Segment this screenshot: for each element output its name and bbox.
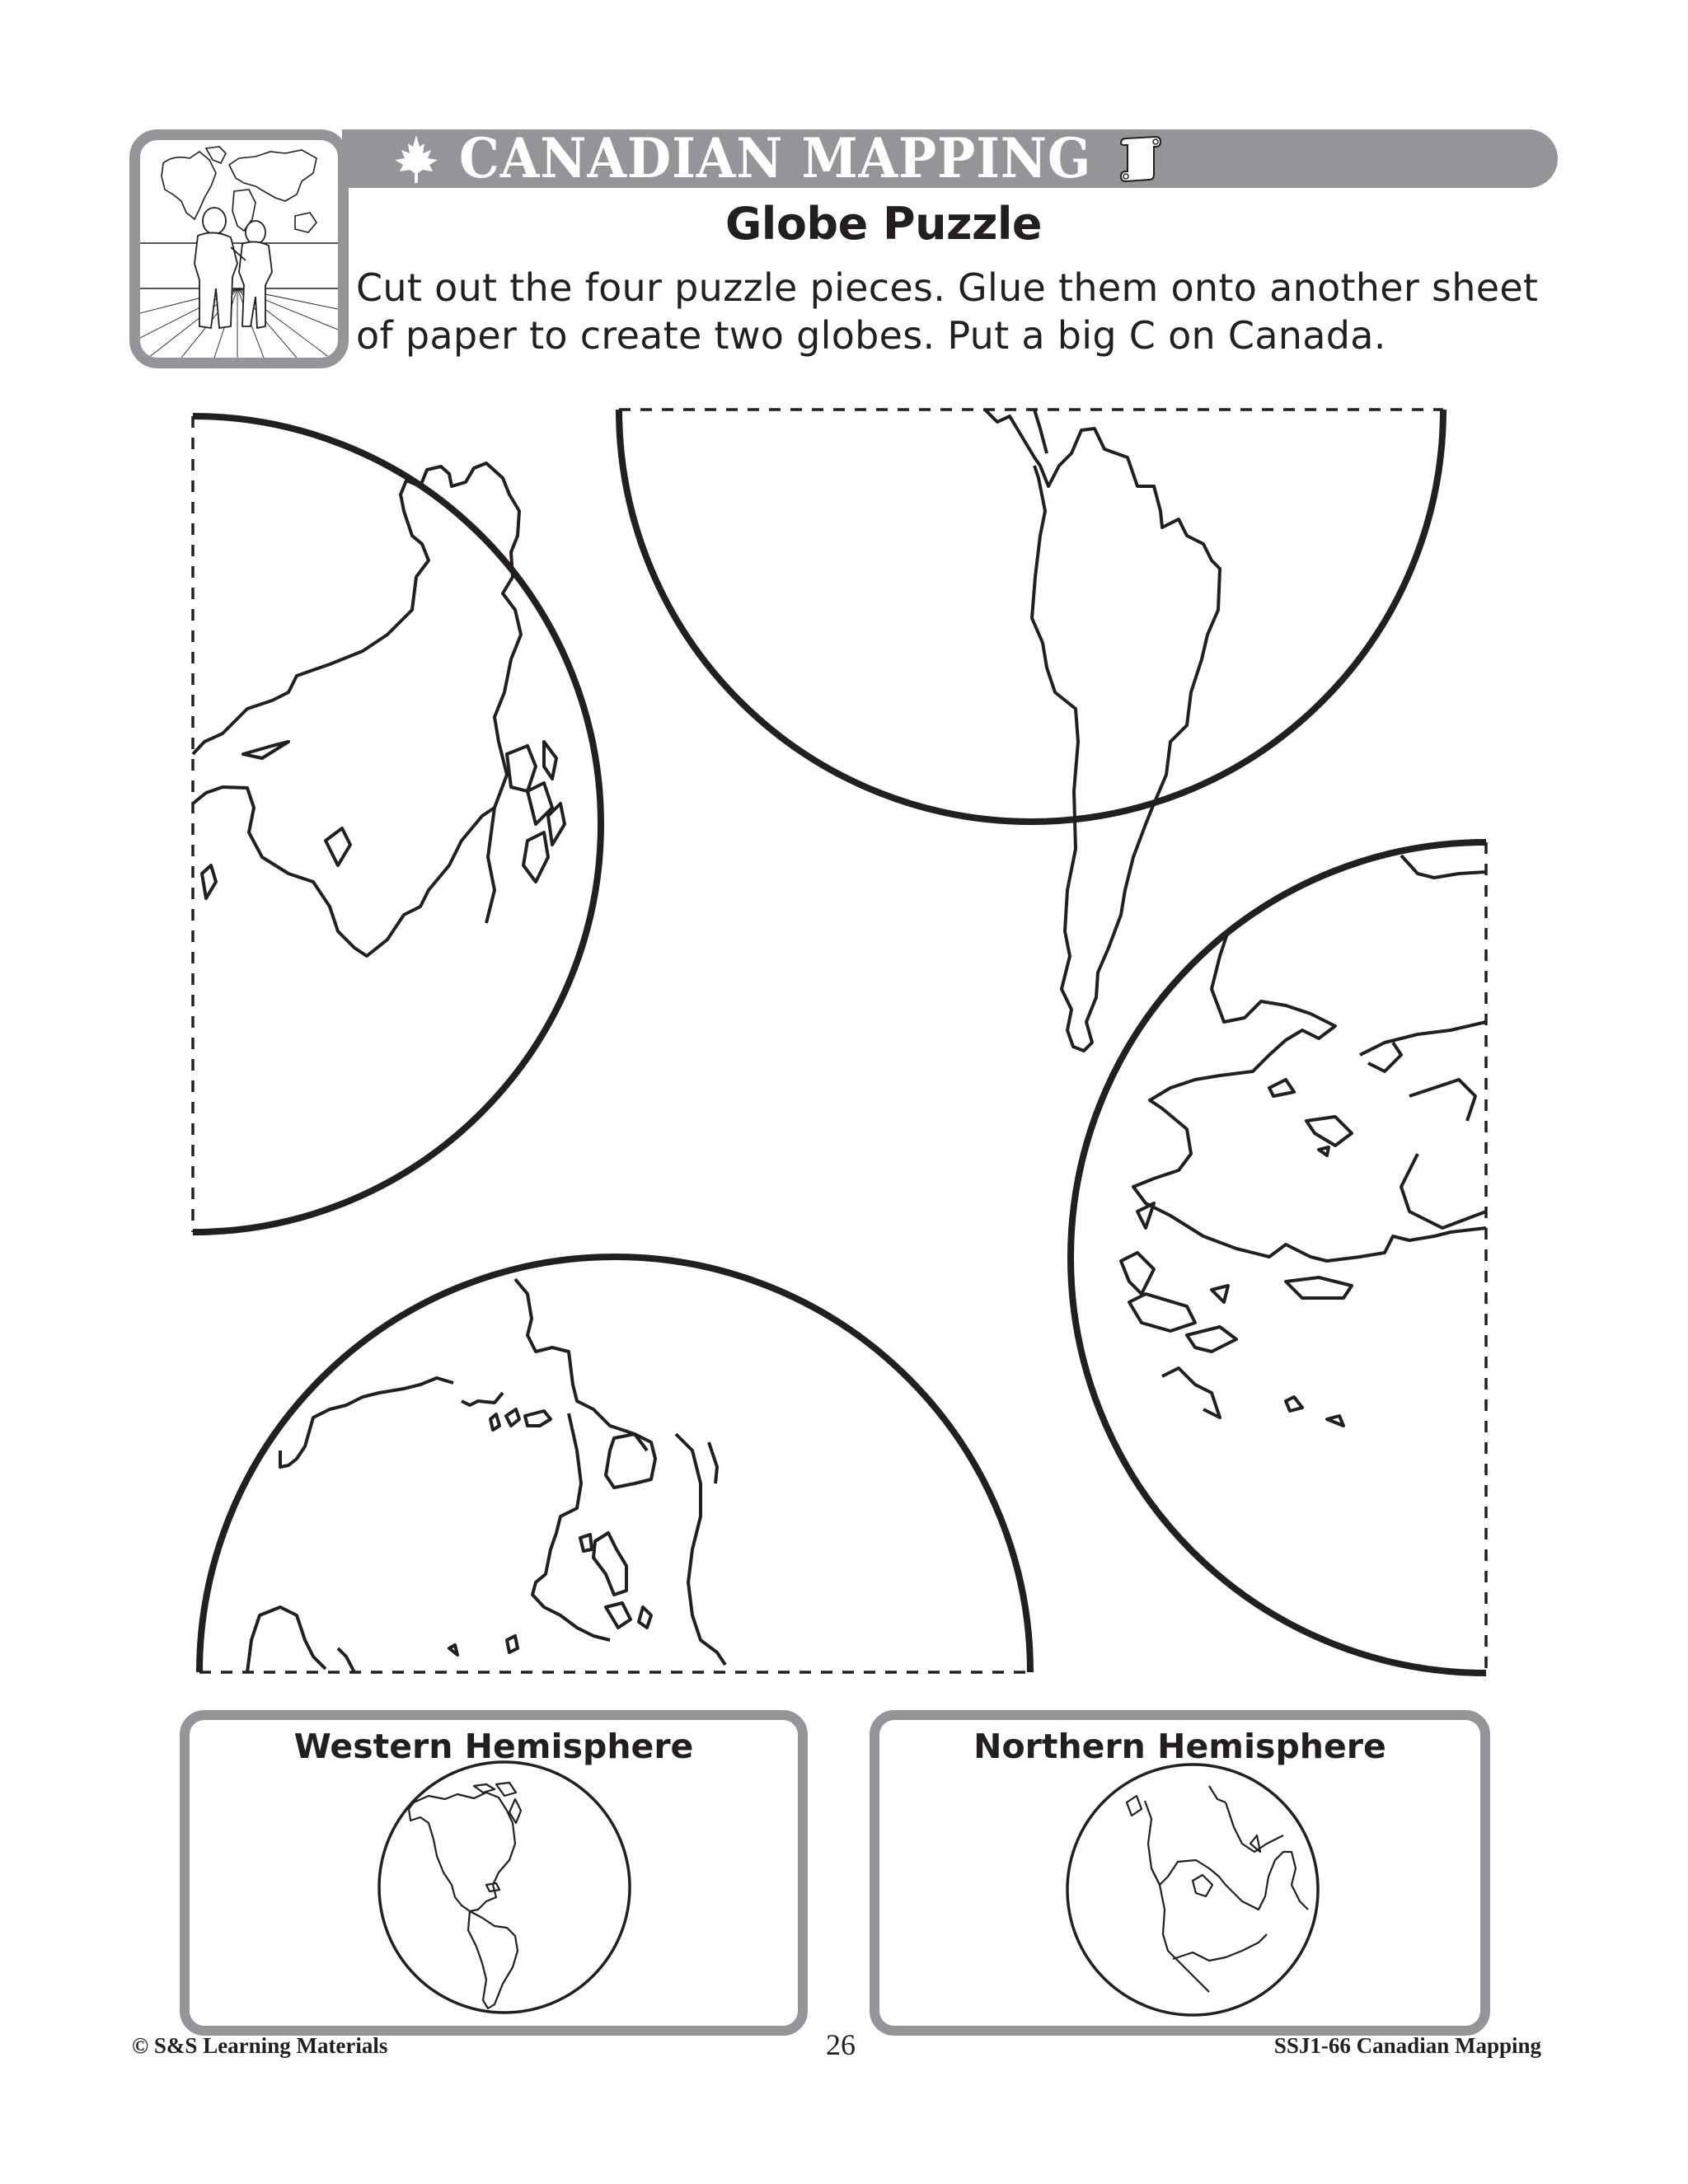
page-number: 26 [826,2028,856,2061]
footer-copyright: © S&S Learning Materials [132,2033,388,2058]
western-hemisphere-box [180,1710,808,2036]
footer-book-title: SSJ1-66 Canadian Mapping [1273,2033,1541,2058]
northern-hemisphere-globe [879,1720,1480,2026]
puzzle-piece-top[interactable] [619,410,1443,1051]
instructions-line-1: Cut out the four puzzle pieces. Glue them onto another sheet [356,265,1539,310]
worksheet-title: Globe Puzzle [724,198,1043,250]
northern-hemisphere-title: Northern Hemisphere [973,1727,1386,1766]
western-hemisphere-title: Western Hemisphere [293,1727,694,1766]
series-title: CANADIAN MAPPING [459,126,1092,190]
puzzle-piece-right[interactable] [1071,842,1486,1673]
puzzle-piece-bottom[interactable] [199,1257,1030,1672]
puzzle-piece-left[interactable] [193,416,601,1232]
western-hemisphere-globe [190,1720,798,2026]
instructions-line-2: of paper to create two globes. Put a big C on Canada. [356,313,1386,358]
northern-hemisphere-box [870,1710,1490,2036]
